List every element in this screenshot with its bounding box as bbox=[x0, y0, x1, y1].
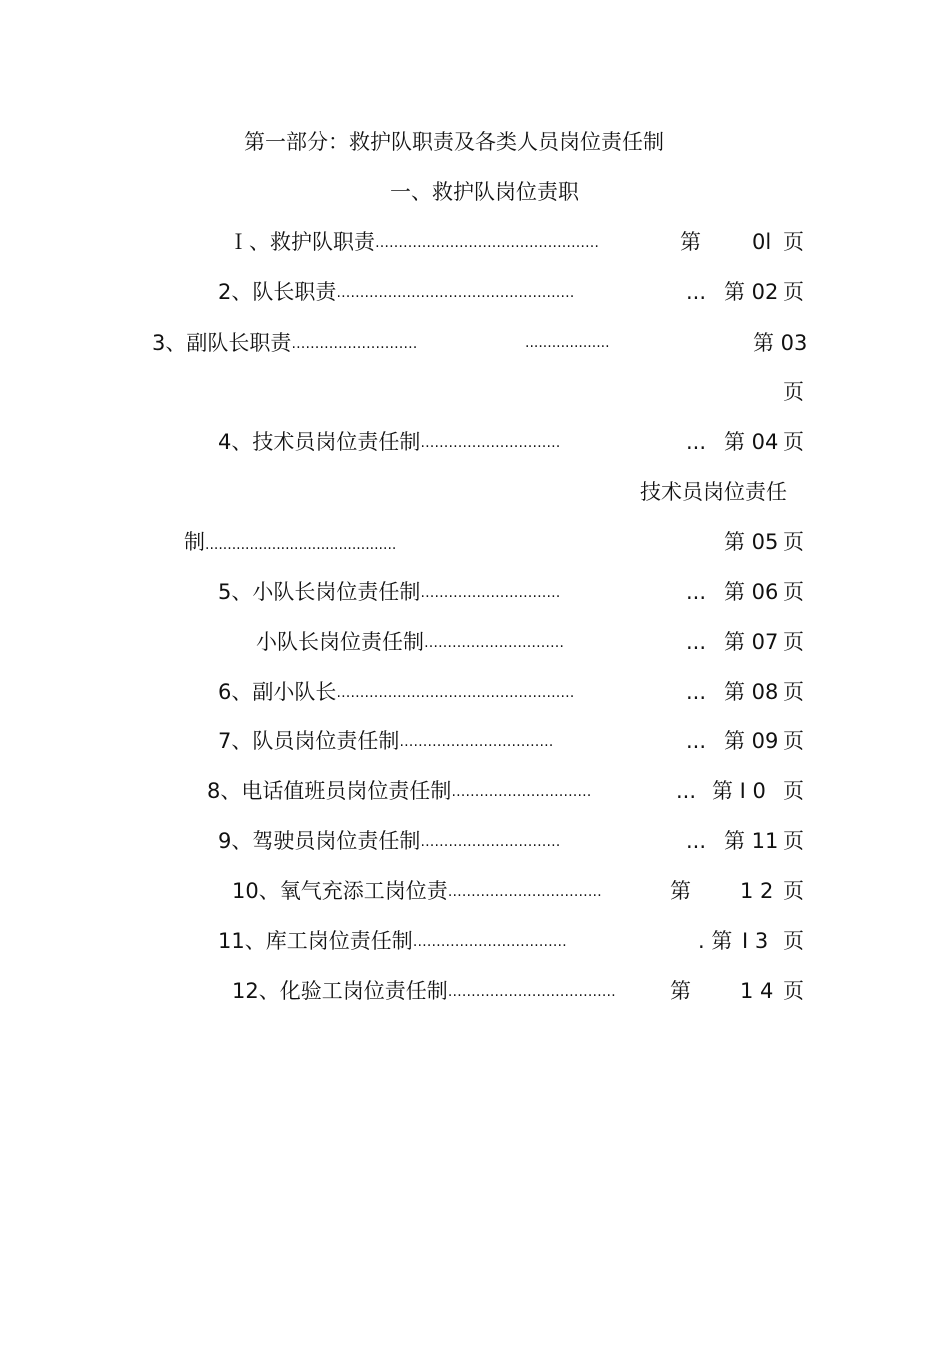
toc-entry-3-page: 第 03 bbox=[753, 331, 808, 355]
toc-entry-6-label: 制........................................... bbox=[184, 530, 397, 554]
toc-entry-13-suffix: 页 bbox=[783, 879, 804, 903]
toc-entry-13-page: 1 2 bbox=[740, 879, 774, 903]
toc-entry-5-label: 技术员岗位责任 bbox=[640, 480, 787, 504]
toc-entry-9-label: 6、副小队长…………………………………………… bbox=[218, 680, 575, 704]
toc-entry-9-page: 第 08 bbox=[724, 680, 779, 704]
toc-entry-8-mid: ... bbox=[686, 630, 707, 654]
toc-entry-12-label: 9、驾驶员岗位责任制………………………… bbox=[218, 829, 561, 853]
toc-leader: ………………………… bbox=[420, 585, 561, 601]
toc-entry-13-mid: 第 bbox=[670, 879, 691, 903]
toc-entry-14-mid: . 第 bbox=[698, 929, 733, 953]
toc-leader: …………………………… bbox=[399, 734, 554, 750]
toc-entry-3-label: 3、副队长职责……………………… bbox=[152, 331, 418, 355]
toc-entry-4-page: 第 04 bbox=[724, 430, 779, 454]
toc-entry-2-mid: ... bbox=[686, 280, 707, 304]
toc-entry-10-label: 7、队员岗位责任制…………………………… bbox=[218, 729, 554, 753]
page-title: 第一部分：救护队职责及各类人员岗位责任制 bbox=[244, 130, 664, 154]
toc-entry-10-page: 第 09 bbox=[724, 729, 779, 753]
toc-entry-7-label: 5、小队长岗位责任制………………………… bbox=[218, 580, 561, 604]
toc-entry-10-suffix: 页 bbox=[783, 729, 804, 753]
toc-entry-14-page: I 3 bbox=[742, 929, 769, 953]
toc-entry-2-page: 第 02 bbox=[724, 280, 779, 304]
toc-entry-11-page: 第 I 0 bbox=[712, 779, 766, 803]
toc-entry-10-mid: ... bbox=[686, 729, 707, 753]
toc-entry-11-label: 8、电话值班员岗位责任制………………………… bbox=[207, 779, 592, 803]
toc-entry-7-suffix: 页 bbox=[783, 580, 804, 604]
toc-entry-15-page: 1 4 bbox=[740, 979, 774, 1003]
section-heading: 一、救护队岗位责职 bbox=[390, 180, 579, 204]
toc-entry-2-suffix: 页 bbox=[783, 280, 804, 304]
toc-entry-1-page: 0l bbox=[752, 230, 772, 254]
toc-entry-4-label: 4、技术员岗位责任制………………………… bbox=[218, 430, 561, 454]
toc-leader: …………………………………………… bbox=[336, 685, 575, 701]
toc-entry-9-suffix: 页 bbox=[783, 680, 804, 704]
toc-entry-9-mid: ... bbox=[686, 680, 707, 704]
toc-entry-6-suffix: 页 bbox=[783, 530, 804, 554]
toc-leader: ………………………………………… bbox=[375, 235, 599, 251]
toc-entry-14-suffix: 页 bbox=[783, 929, 804, 953]
toc-leader: …………………………… bbox=[412, 934, 567, 950]
toc-entry-15-label: 12、化验工岗位责任制……………………………… bbox=[232, 979, 616, 1003]
toc-entry-1-suffix: 页 bbox=[783, 230, 804, 254]
toc-entry-15-mid: 第 bbox=[670, 979, 691, 1003]
toc-entry-1-label: Ｉ、救护队职责………………………………………… bbox=[228, 230, 599, 254]
toc-leader: ………………………… bbox=[451, 784, 592, 800]
toc-entry-12-mid: ... bbox=[686, 829, 707, 853]
toc-entry-8-suffix: 页 bbox=[783, 630, 804, 654]
toc-entry-7-page: 第 06 bbox=[724, 580, 779, 604]
toc-leader: ........................................... bbox=[205, 537, 397, 553]
toc-entry-12-page: 第 11 bbox=[724, 829, 779, 853]
toc-entry-11-mid: ... bbox=[676, 779, 697, 803]
toc-entry-1-mid: 第 bbox=[680, 230, 701, 254]
toc-entry-8-page: 第 07 bbox=[724, 630, 779, 654]
toc-entry-2-label: 2、队长职责…………………………………………… bbox=[218, 280, 575, 304]
toc-entry-11-suffix: 页 bbox=[783, 779, 804, 803]
toc-entry-8-label: 小队长岗位责任制………………………… bbox=[256, 630, 564, 654]
toc-leader: ……………………………… bbox=[447, 984, 616, 1000]
toc-leader: ……………………… bbox=[291, 336, 418, 352]
toc-entry-3-suffix: 页 bbox=[783, 380, 804, 404]
toc-leader: …………………………… bbox=[447, 884, 602, 900]
toc-entry-4-suffix: 页 bbox=[783, 430, 804, 454]
toc-leader: ………………………… bbox=[420, 834, 561, 850]
toc-entry-6-page: 第 05 bbox=[724, 530, 779, 554]
toc-entry-14-label: 11、库工岗位责任制…………………………… bbox=[218, 929, 567, 953]
toc-leader: …………………………………………… bbox=[336, 285, 575, 301]
toc-entry-15-suffix: 页 bbox=[783, 979, 804, 1003]
toc-entry-7-mid: ... bbox=[686, 580, 707, 604]
toc-entry-13-label: 10、氧气充添工岗位责…………………………… bbox=[232, 879, 602, 903]
toc-entry-4-mid: ... bbox=[686, 430, 707, 454]
toc-entry-12-suffix: 页 bbox=[783, 829, 804, 853]
toc-leader: ………………………… bbox=[420, 435, 561, 451]
toc-leader: ………………………… bbox=[424, 635, 564, 651]
toc-entry-3-mid: ................... bbox=[525, 335, 610, 351]
